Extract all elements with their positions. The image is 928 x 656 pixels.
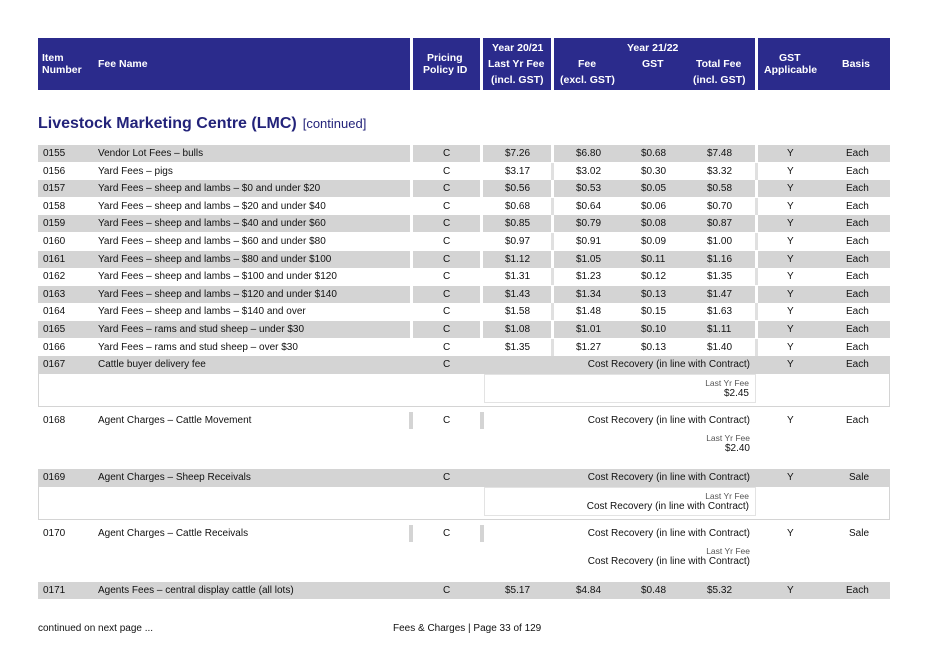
last-yr-fee: $1.35 (505, 341, 531, 353)
gst-applicable: Y (787, 253, 794, 265)
total-fee: $3.32 (707, 165, 733, 177)
policy-id: C (443, 528, 451, 539)
policy-id: C (443, 200, 451, 212)
gst-amount: $0.09 (641, 236, 667, 247)
header-pricing-line2: Policy ID (423, 64, 468, 76)
column-gap (551, 163, 554, 180)
total-fee: $1.11 (707, 324, 732, 335)
total-fee: $1.00 (707, 236, 733, 247)
gst-applicable: Y (787, 183, 794, 195)
gst-applicable: Y (787, 165, 794, 177)
item-number: 0168 (43, 415, 66, 426)
column-gap (480, 163, 483, 180)
fee-name: Yard Fees – pigs (98, 165, 173, 177)
header-cur-year-cell (554, 38, 755, 90)
last-yr-fee: $1.58 (505, 306, 531, 318)
column-gap (755, 233, 758, 250)
header-total-fee: Total Fee (696, 58, 742, 70)
table-row (38, 525, 890, 542)
header-pricing-cell (413, 38, 480, 90)
policy-id: C (443, 288, 451, 300)
column-gap (480, 145, 483, 162)
gst-amount: $0.13 (641, 288, 667, 300)
fee-excl-gst: $0.53 (576, 183, 602, 195)
header-prev-year-cell (483, 38, 551, 90)
fee-excl-gst: $1.23 (576, 271, 602, 283)
column-gap (755, 145, 758, 162)
fee-name: Yard Fees – sheep and lambs – $80 and under $100 (98, 253, 332, 265)
fee-name: Vendor Lot Fees – bulls (98, 148, 204, 159)
column-gap (410, 163, 413, 180)
basis: Each (846, 148, 869, 159)
gst-applicable: Y (787, 359, 794, 370)
basis: Each (846, 341, 869, 353)
column-gap (480, 286, 483, 303)
table-row (38, 582, 890, 599)
total-fee: $1.35 (707, 271, 733, 283)
last-year-fee-box (38, 486, 890, 520)
gst-applicable: Y (787, 148, 794, 159)
fee-name: Yard Fees – sheep and lambs – $140 and over (98, 306, 306, 318)
gst-amount: $0.10 (641, 324, 667, 335)
header-gst-applicable-cell (758, 38, 890, 90)
fee-name: Agent Charges – Cattle Movement (98, 415, 252, 426)
total-fee: $1.47 (707, 288, 733, 300)
gst-amount: $0.30 (641, 165, 667, 177)
column-gap (551, 251, 554, 268)
column-gap (755, 303, 758, 320)
total-fee: $1.16 (707, 253, 733, 265)
column-gap (480, 268, 483, 285)
gst-applicable: Y (787, 585, 794, 596)
last-yr-fee-value: Cost Recovery (in line with Contract) (586, 501, 749, 512)
fee-excl-gst: $6.80 (576, 148, 602, 159)
column-gap (551, 268, 554, 285)
fee-name: Yard Fees – sheep and lambs – $120 and under $140 (98, 288, 337, 300)
table-header (38, 38, 890, 90)
fee-excl-gst: $1.01 (576, 324, 602, 335)
cost-recovery-text: Cost Recovery (in line with Contract) (587, 528, 750, 539)
last-year-fee-box (38, 429, 890, 463)
gst-amount: $0.68 (641, 148, 667, 159)
total-fee: $5.32 (707, 585, 733, 596)
table-row (38, 233, 890, 250)
header-fee-name: Fee Name (98, 58, 148, 70)
column-gap (755, 286, 758, 303)
header-last-incl-gst: (incl. GST) (491, 74, 544, 86)
column-gap (551, 145, 554, 162)
cost-recovery-text: Cost Recovery (in line with Contract) (587, 415, 750, 426)
basis: Each (846, 253, 869, 265)
table-row (38, 251, 890, 268)
item-number: 0165 (43, 324, 66, 335)
gst-applicable: Y (787, 528, 794, 539)
basis: Each (846, 359, 869, 370)
table-row (38, 286, 890, 303)
table-row (38, 339, 890, 356)
item-number: 0162 (43, 271, 66, 283)
column-gap (551, 215, 554, 232)
header-fee: Fee (578, 58, 597, 70)
item-number: 0164 (43, 306, 66, 318)
item-number: 0161 (43, 253, 66, 265)
table-row (38, 268, 890, 285)
column-gap (410, 198, 413, 215)
basis: Each (846, 236, 869, 247)
column-gap (480, 233, 483, 250)
header-gst-line1: GST (779, 52, 801, 64)
last-yr-fee: $7.26 (505, 148, 531, 159)
last-yr-fee: $0.97 (505, 236, 531, 247)
footer-page-number: Fees & Charges | Page 33 of 129 (393, 623, 542, 634)
column-gap (551, 321, 554, 338)
policy-id: C (443, 271, 451, 283)
last-yr-fee: $0.85 (505, 218, 531, 230)
column-gap (755, 163, 758, 180)
section-title (38, 115, 366, 133)
gst-applicable: Y (787, 288, 794, 300)
fee-excl-gst: $0.64 (576, 200, 602, 212)
basis: Each (846, 183, 869, 195)
fee-name: Agent Charges – Sheep Receivals (98, 472, 251, 483)
last-year-fee-box (38, 542, 890, 576)
last-yr-fee: $0.68 (505, 200, 531, 212)
gst-amount: $0.06 (641, 200, 667, 212)
header-gst-line2: Applicable (764, 64, 818, 76)
table-row (38, 215, 890, 232)
table-row (38, 198, 890, 215)
cost-recovery-text: Cost Recovery (in line with Contract) (587, 359, 750, 370)
column-gap (410, 321, 413, 338)
column-gap (755, 339, 758, 356)
last-yr-fee: $1.12 (505, 253, 531, 265)
last-yr-fee-value: $2.40 (724, 443, 750, 454)
section-title-text: Livestock Marketing Centre (LMC) (38, 115, 297, 132)
policy-id: C (443, 236, 451, 247)
gst-amount: $0.05 (641, 183, 667, 195)
basis: Each (846, 271, 869, 283)
item-number: 0163 (43, 288, 66, 300)
column-gap (410, 145, 413, 162)
total-fee: $0.87 (707, 218, 733, 230)
column-gap (410, 286, 413, 303)
last-yr-fee: $3.17 (505, 165, 531, 177)
basis: Sale (849, 472, 870, 483)
column-gap (480, 180, 483, 197)
header-excl-gst: (excl. GST) (560, 74, 615, 86)
gst-amount: $0.08 (641, 218, 667, 230)
cost-recovery-text: Cost Recovery (in line with Contract) (587, 472, 750, 483)
item-number: 0155 (43, 148, 66, 159)
column-gap (480, 321, 483, 338)
column-gap (410, 233, 413, 250)
last-yr-fee-value: $2.45 (723, 388, 749, 399)
table-row (38, 180, 890, 197)
policy-id: C (443, 472, 451, 483)
column-gap (480, 251, 483, 268)
header-year-cur: Year 21/22 (627, 42, 679, 54)
gst-applicable: Y (787, 324, 794, 335)
column-gap (755, 180, 758, 197)
last-yr-fee: $5.17 (505, 585, 531, 596)
gst-amount: $0.48 (641, 585, 667, 596)
policy-id: C (443, 165, 451, 177)
total-fee: $0.58 (707, 183, 733, 195)
policy-id: C (443, 324, 451, 335)
item-number: 0166 (43, 341, 66, 353)
column-marker (409, 412, 413, 429)
column-gap (410, 268, 413, 285)
column-gap (410, 339, 413, 356)
item-number: 0157 (43, 183, 66, 195)
fee-name: Yard Fees – sheep and lambs – $60 and under $80 (98, 236, 326, 247)
basis: Each (846, 306, 869, 318)
policy-id: C (443, 183, 451, 195)
fee-excl-gst: $1.05 (576, 253, 602, 265)
gst-amount: $0.11 (641, 253, 666, 265)
gst-applicable: Y (787, 218, 794, 230)
last-year-fee-box (38, 373, 890, 407)
column-gap (551, 180, 554, 197)
table-row (38, 412, 890, 429)
header-last-yr-fee: Last Yr Fee (488, 58, 545, 70)
last-yr-fee: $1.31 (505, 271, 531, 283)
last-yr-fee-label: Last Yr Fee (705, 491, 749, 501)
total-fee: $0.70 (707, 200, 733, 212)
fee-excl-gst: $1.27 (576, 341, 602, 353)
item-number: 0167 (43, 359, 66, 370)
table-row (38, 303, 890, 320)
item-number: 0170 (43, 528, 66, 539)
last-yr-fee-label: Last Yr Fee (706, 433, 750, 443)
fee-excl-gst: $0.79 (576, 218, 602, 230)
fee-name: Cattle buyer delivery fee (98, 359, 206, 370)
policy-id: C (443, 253, 451, 265)
column-gap (410, 180, 413, 197)
table-row (38, 163, 890, 180)
policy-id: C (443, 218, 451, 230)
header-gst: GST (642, 58, 664, 70)
item-number: 0158 (43, 200, 66, 212)
column-gap (755, 268, 758, 285)
gst-amount: $0.12 (641, 271, 667, 283)
gst-applicable: Y (787, 271, 794, 283)
column-marker (480, 412, 484, 429)
gst-applicable: Y (787, 306, 794, 318)
column-gap (551, 233, 554, 250)
policy-id: C (443, 148, 451, 159)
column-gap (551, 286, 554, 303)
item-number: 0156 (43, 165, 66, 177)
column-gap (480, 198, 483, 215)
section-continued: [continued] (302, 116, 367, 131)
column-marker (409, 525, 413, 542)
column-gap (551, 339, 554, 356)
column-gap (551, 198, 554, 215)
basis: Each (846, 415, 869, 426)
header-item-number-line2: Number (42, 64, 82, 76)
gst-applicable: Y (787, 236, 794, 247)
fee-excl-gst: $1.34 (576, 288, 602, 300)
fee-excl-gst: $3.02 (576, 165, 602, 177)
last-yr-fee-label: Last Yr Fee (705, 378, 749, 388)
policy-id: C (443, 306, 451, 318)
column-gap (755, 215, 758, 232)
total-fee: $7.48 (707, 148, 733, 159)
column-gap (410, 215, 413, 232)
basis: Each (846, 165, 869, 177)
last-yr-fee: $1.43 (505, 288, 531, 300)
column-gap (410, 251, 413, 268)
fee-excl-gst: $1.48 (576, 306, 602, 318)
fee-name: Yard Fees – rams and stud sheep – over $30 (98, 341, 298, 353)
basis: Each (846, 288, 869, 300)
column-gap (551, 303, 554, 320)
basis: Each (846, 200, 869, 212)
basis: Each (846, 585, 869, 596)
column-gap (480, 339, 483, 356)
gst-applicable: Y (787, 341, 794, 353)
last-yr-fee-value: Cost Recovery (in line with Contract) (587, 556, 750, 567)
column-marker (480, 525, 484, 542)
header-basis: Basis (842, 58, 871, 70)
fee-name: Yard Fees – sheep and lambs – $100 and under $120 (98, 271, 337, 283)
table-row (38, 145, 890, 162)
last-yr-fee: $1.08 (505, 324, 531, 335)
gst-amount: $0.13 (641, 341, 667, 353)
basis: Sale (849, 528, 870, 539)
total-fee: $1.40 (707, 341, 733, 353)
fee-name: Yard Fees – sheep and lambs – $0 and under $20 (98, 183, 321, 195)
policy-id: C (443, 415, 451, 426)
header-item-fee-cell (38, 38, 410, 90)
item-number: 0169 (43, 472, 66, 483)
table-row (38, 469, 890, 486)
header-year-prev: Year 20/21 (492, 42, 544, 54)
column-gap (755, 251, 758, 268)
table-row (38, 356, 890, 373)
column-gap (480, 215, 483, 232)
header-total-incl-gst: (incl. GST) (693, 74, 746, 86)
gst-applicable: Y (787, 472, 794, 483)
footer-continued: continued on next page ... (38, 623, 154, 634)
fee-excl-gst: $0.91 (576, 236, 602, 247)
gst-applicable: Y (787, 200, 794, 212)
fee-excl-gst: $4.84 (576, 585, 602, 596)
gst-applicable: Y (787, 415, 794, 426)
item-number: 0160 (43, 236, 66, 247)
column-gap (755, 321, 758, 338)
last-yr-fee-label: Last Yr Fee (706, 546, 750, 556)
column-gap (755, 198, 758, 215)
fee-name: Yard Fees – sheep and lambs – $40 and under $60 (98, 218, 326, 230)
total-fee: $1.63 (707, 306, 733, 318)
gst-amount: $0.15 (641, 306, 667, 318)
policy-id: C (443, 585, 451, 596)
policy-id: C (443, 359, 451, 370)
fee-name: Agent Charges – Cattle Receivals (98, 528, 249, 539)
header-item-number-line1: Item (42, 52, 64, 64)
last-yr-fee: $0.56 (505, 183, 531, 195)
basis: Each (846, 218, 869, 230)
item-number: 0171 (43, 585, 66, 596)
column-gap (480, 303, 483, 320)
header-pricing-line1: Pricing (427, 52, 463, 64)
fee-name: Yard Fees – sheep and lambs – $20 and under $40 (98, 200, 326, 212)
table-row (38, 321, 890, 338)
column-gap (410, 303, 413, 320)
item-number: 0159 (43, 218, 66, 230)
fee-name: Agents Fees – central display cattle (all lots) (98, 585, 294, 596)
policy-id: C (443, 341, 451, 353)
fee-name: Yard Fees – rams and stud sheep – under $30 (98, 324, 305, 335)
basis: Each (846, 324, 869, 335)
